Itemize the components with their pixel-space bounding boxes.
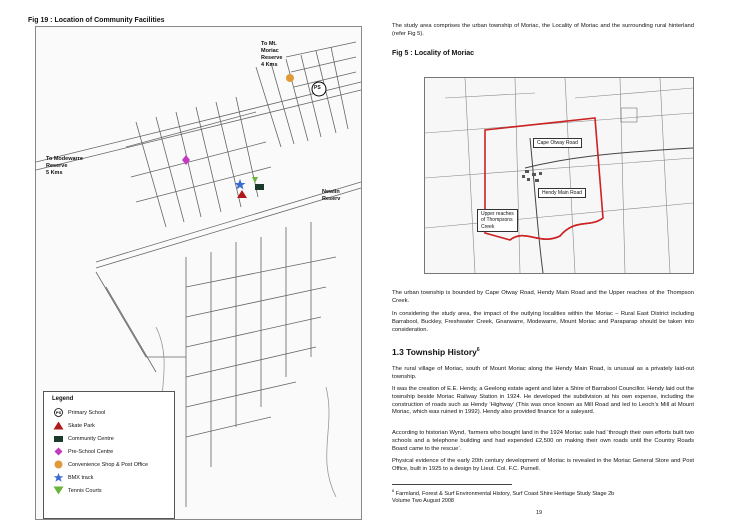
page-number: 19 xyxy=(536,510,543,516)
legend-item xyxy=(52,408,105,417)
tennis-courts-icon xyxy=(52,486,64,495)
footnote-divider xyxy=(392,484,512,485)
legend-label: Pre-School Centre xyxy=(68,448,114,455)
history-paragraph-4: Physical evidence of the early 20th century development of Moriac is revealed in the Moriac General Store and Post Office, built in 1925 to a design by Lieut. Col. F.C. Purnell. xyxy=(392,458,694,472)
callout-hendy-main-road: Hendy Main Road xyxy=(538,188,586,198)
section-heading-text: 1.3 Township History xyxy=(392,347,477,357)
legend-label: Skate Park xyxy=(68,422,95,429)
legend-item xyxy=(52,421,95,430)
to-mount-moriac-label: To Mt. Moriac Reserve 4 Kms xyxy=(261,41,283,68)
intro-paragraph: The study area comprises the urban township of Moriac, the Locality of Moriac and the surrounding rural hinterland (refer Fig 5). xyxy=(392,23,694,37)
pre-school-icon xyxy=(52,447,64,456)
community-centre-icon xyxy=(52,434,64,443)
localities-paragraph: In considering the study area, the impact of the outlying localities within the Moriac – Rural East District including Barrabool, Buckley, Freshwater Creek, Gnarwarre, Modewarre, Mount Moriac and Paraparap should be taken into consideration. xyxy=(392,311,694,333)
callout-thompsons-creek: Upper reaches of Thompsons Creek xyxy=(477,209,518,232)
legend-label: Convenience Shop & Post Office xyxy=(68,461,149,468)
section-heading-township-history xyxy=(392,347,480,357)
to-modewarre-label: To Modewarre Reserve 5 Kms xyxy=(46,156,83,176)
svg-text:PS: PS xyxy=(55,410,61,416)
locality-map-lines xyxy=(425,78,693,273)
primary-school-icon xyxy=(52,408,64,417)
footnote-number: 6 xyxy=(392,488,395,493)
section-footnote-marker: 6 xyxy=(476,347,480,354)
map-legend xyxy=(43,391,175,519)
legend-label: Community Centre xyxy=(68,435,114,442)
locality-map xyxy=(424,77,694,274)
legend-label: Primary School xyxy=(68,409,106,416)
legend-item xyxy=(52,460,148,469)
legend-title: Legend xyxy=(52,396,74,402)
newling-reserve-label: Newlin Reserv xyxy=(322,189,341,202)
footnote xyxy=(392,488,694,505)
ps-map-marker: PS xyxy=(314,85,321,91)
legend-label: Tennis Courts xyxy=(68,487,102,494)
footnote-text: Farmland, Forest & Surf Environmental History, Surf Coast Shire Heritage Study Stage 2b Volume Two August 2008 xyxy=(392,490,615,504)
boundary-paragraph: The urban township is bounded by Cape Otway Road, Hendy Main Road and the Upper reaches of the Thompson Creek. xyxy=(392,290,694,304)
bmx-track-icon xyxy=(52,473,64,482)
history-paragraph-2: It was the creation of E.E. Hendy, a Geelong estate agent and later a Shire of Barrabool Councillor. Hendy laid out the township beside Moriac Railway Station in 1924. He developed the subdivision at his own expense, including the construction of roads such as Hendy ‘Highway’ (This was once known as Mill Road and led to Leoch’s Mill at Mount Moriac, which was ruined in 1992). Hendy also provided finance for a saleyard. xyxy=(392,386,694,416)
legend-label: BMX track xyxy=(68,474,94,481)
convenience-shop-icon xyxy=(52,460,64,469)
fig5-title: Fig 5 : Locality of Moriac xyxy=(392,50,475,57)
legend-item xyxy=(52,486,102,495)
skate-park-icon xyxy=(52,421,64,430)
history-paragraph-3: According to historian Wynd, ‘farmers who bought land in the 1924 Moriac sale had ‘through their own efforts built two schools and a telephone building and had expended £2,500 on making their own roads until the Country Roads Board came to the rescue’. xyxy=(392,430,694,452)
legend-item xyxy=(52,447,113,456)
history-paragraph-1: The rural village of Moriac, south of Mount Moriac along the Hendy Main Road, is unusual as a privately laid-out township. xyxy=(392,366,694,380)
callout-cape-otway: Cape Otway Road xyxy=(533,138,582,148)
legend-item xyxy=(52,434,114,443)
legend-item xyxy=(52,473,93,482)
fig19-title: Fig 19 : Location of Community Facilities xyxy=(28,17,165,24)
